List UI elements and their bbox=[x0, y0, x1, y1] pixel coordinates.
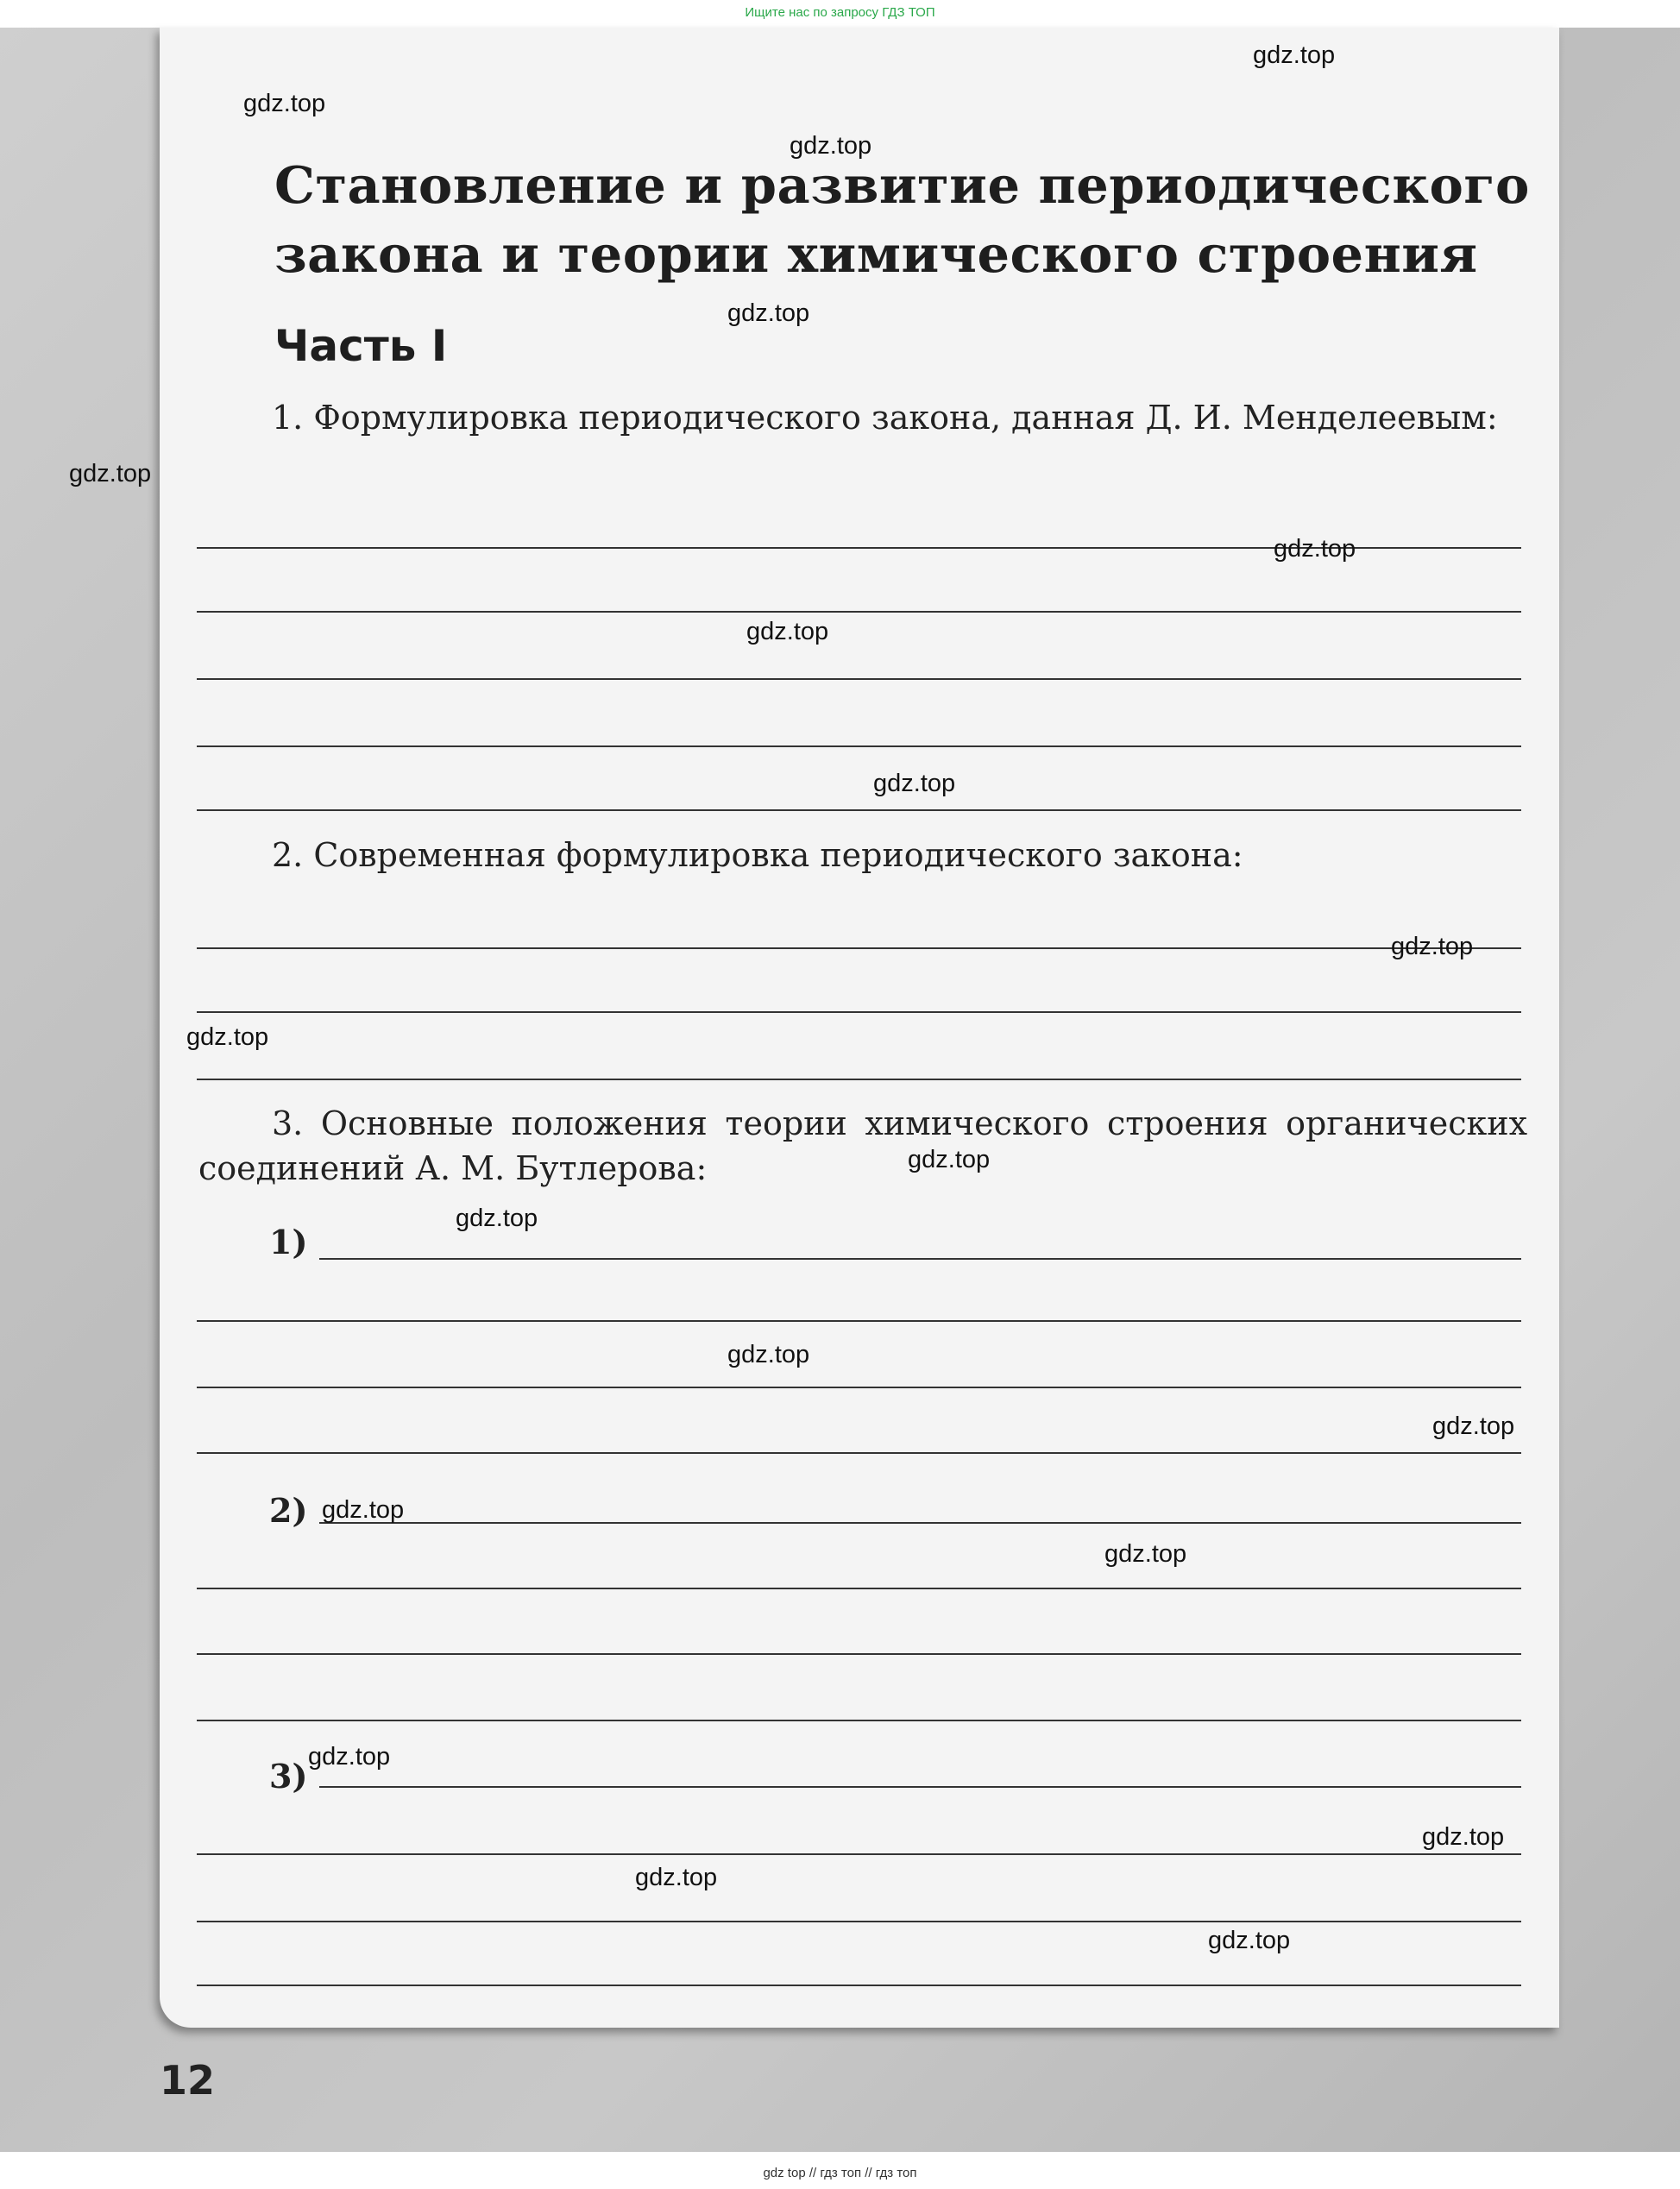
watermark: gdz.top bbox=[1253, 41, 1336, 69]
answer-line[interactable] bbox=[197, 1011, 1521, 1013]
answer-line[interactable] bbox=[197, 1921, 1521, 1922]
watermark: gdz.top bbox=[727, 299, 810, 327]
answer-line[interactable] bbox=[197, 1452, 1521, 1454]
answer-line[interactable] bbox=[197, 1985, 1521, 1986]
answer-line[interactable] bbox=[197, 745, 1521, 747]
page-title: Становление и развитие периодического закона и теории химического строения bbox=[274, 155, 1530, 284]
watermark: gdz.top bbox=[1422, 1823, 1505, 1851]
watermark: gdz.top bbox=[790, 132, 872, 160]
answer-line[interactable] bbox=[197, 1387, 1521, 1388]
watermark: gdz.top bbox=[908, 1146, 991, 1173]
watermark: gdz.top bbox=[1391, 933, 1474, 960]
answer-line[interactable] bbox=[197, 1720, 1521, 1721]
bottom-banner: gdz top // гдз топ // гдз топ bbox=[763, 2166, 917, 2180]
watermark: gdz.top bbox=[186, 1023, 269, 1051]
watermark: gdz.top bbox=[727, 1341, 810, 1368]
watermark: gdz.top bbox=[1208, 1927, 1291, 1954]
question-2: 2. Современная формулировка периодического закона: bbox=[272, 836, 1243, 874]
watermark: gdz.top bbox=[1104, 1540, 1187, 1568]
sub-item-3: 3) bbox=[269, 1757, 308, 1796]
question-1: 1. Формулировка периодического закона, данная Д. И. Менделеевым: bbox=[272, 399, 1498, 437]
watermark: gdz.top bbox=[243, 90, 326, 117]
answer-line[interactable] bbox=[197, 1079, 1521, 1080]
answer-line[interactable] bbox=[319, 1258, 1521, 1260]
answer-line[interactable] bbox=[319, 1522, 1521, 1524]
watermark: gdz.top bbox=[746, 618, 829, 645]
sub-item-2: 2) bbox=[269, 1491, 308, 1530]
answer-line[interactable] bbox=[319, 1786, 1521, 1788]
watermark: gdz.top bbox=[456, 1205, 538, 1232]
watermark: gdz.top bbox=[1432, 1412, 1515, 1440]
page-number: 12 bbox=[160, 2057, 216, 2104]
watermark: gdz.top bbox=[1274, 535, 1356, 563]
answer-line[interactable] bbox=[197, 947, 1521, 949]
question-3: 3. Основные положения теории химического строения органических соединений А. М. Бутлерова: bbox=[198, 1104, 1527, 1187]
answer-line[interactable] bbox=[197, 1320, 1521, 1322]
watermark: gdz.top bbox=[69, 460, 152, 487]
answer-line[interactable] bbox=[197, 1653, 1521, 1655]
watermark: gdz.top bbox=[322, 1496, 405, 1524]
answer-line[interactable] bbox=[197, 1853, 1521, 1855]
answer-line[interactable] bbox=[197, 1588, 1521, 1589]
watermark: gdz.top bbox=[873, 770, 956, 797]
part-heading: Часть I bbox=[274, 321, 448, 371]
watermark: gdz.top bbox=[635, 1864, 718, 1891]
sub-item-1: 1) bbox=[269, 1223, 308, 1261]
answer-line[interactable] bbox=[197, 611, 1521, 613]
top-banner: Ищите нас по запросу ГДЗ ТОП bbox=[745, 5, 935, 20]
answer-line[interactable] bbox=[197, 809, 1521, 811]
watermark: gdz.top bbox=[308, 1743, 391, 1771]
answer-line[interactable] bbox=[197, 678, 1521, 680]
